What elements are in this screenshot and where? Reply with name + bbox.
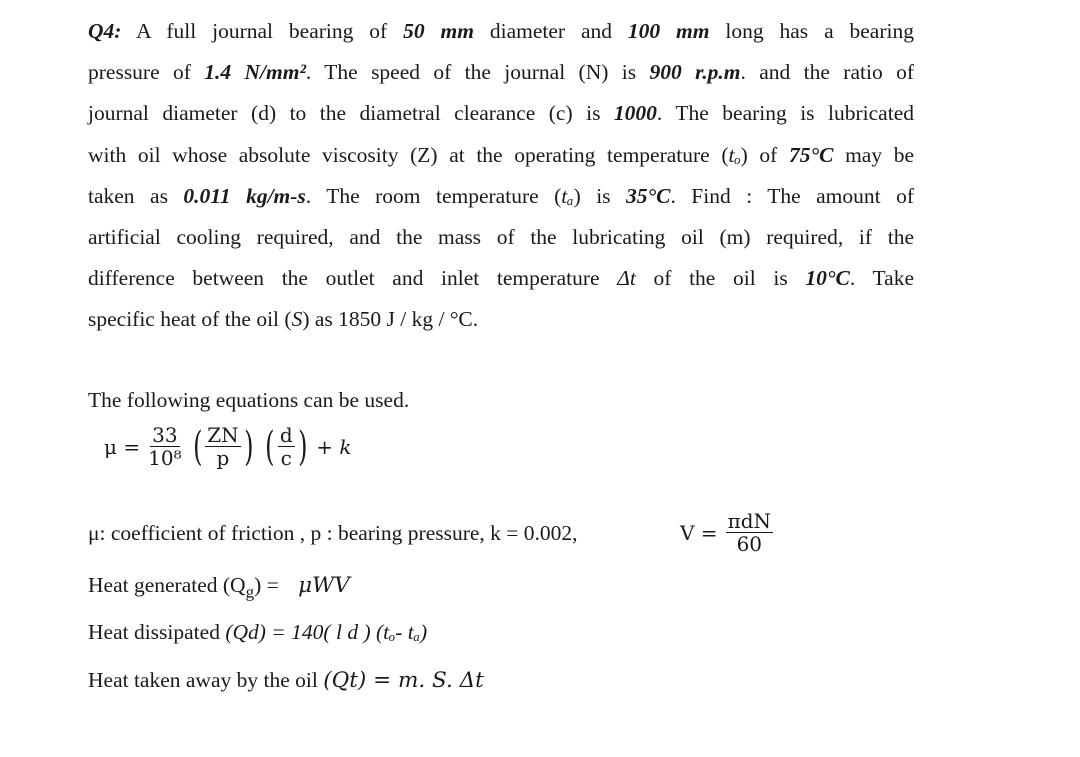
- friction-equation: μ = $\frac{33}{\text{10⁸}}$ ( $\frac{ZN}{p}$ ) ( $\frac{d}{c}$ ) + k: [104, 423, 352, 470]
- question-segment: 0.011 kg/m-s: [183, 183, 306, 208]
- zn-numerator: ZN: [207, 423, 239, 447]
- heat-generated: [88, 573, 350, 602]
- question-segment: artificial cooling required, and the mass of the lubricating oil (m) required, if the: [88, 225, 914, 250]
- equations-intro: The following equations can be used.: [88, 388, 410, 412]
- dc-denominator: c: [280, 446, 292, 470]
- question-segment: . Take: [849, 266, 915, 291]
- question-segment: diameter and: [473, 19, 628, 43]
- question-segment: 50 mm: [403, 19, 474, 43]
- question-segment: 1000: [613, 101, 657, 126]
- question-segment: 100 mm: [627, 19, 710, 43]
- question-segment: tₒ: [728, 142, 741, 167]
- question-segment: taken as: [88, 183, 184, 208]
- question-segment: 35°C: [626, 183, 671, 208]
- velocity-equation: [680, 510, 773, 555]
- question-line: [88, 52, 914, 93]
- question-line: [88, 258, 914, 299]
- heat-generated-label: Heat generated (Q: [88, 573, 246, 597]
- friction-lhs: μ =: [104, 434, 141, 459]
- question-segment: . and the ratio of: [740, 60, 914, 85]
- zn-denominator: p: [216, 446, 230, 470]
- question-segment: 1.4 N/mm²: [204, 60, 306, 85]
- question-segment: S: [291, 307, 303, 332]
- question-line: [88, 176, 914, 217]
- velocity-lhs: V =: [680, 520, 718, 545]
- heat-generated-sub: g: [245, 582, 255, 602]
- question-segment: . The speed of the journal (N) is: [305, 60, 650, 85]
- dc-fraction: [278, 424, 295, 469]
- coef-denominator: 10⁸: [148, 446, 182, 470]
- question-segment: 900 r.p.m: [649, 60, 741, 85]
- zn-fraction: [205, 424, 240, 469]
- question-segment: pressure of: [88, 60, 205, 85]
- heat-dissipated-label: Heat dissipated: [88, 620, 226, 644]
- velocity-fraction: [726, 510, 773, 555]
- heat-oil: [88, 668, 484, 693]
- question-segment: ) as 1850 J / kg / °C.: [302, 307, 479, 332]
- question-segment: difference between the outlet and inlet temperature: [88, 266, 618, 291]
- question-segment: journal diameter (d) to the diametral clearance (c) is: [88, 101, 614, 126]
- coef-numerator: 33: [152, 423, 178, 447]
- question-line: [88, 217, 914, 258]
- question-segment: Q4:: [88, 19, 122, 43]
- question-line: [88, 299, 914, 340]
- question-line: [88, 11, 914, 52]
- question-segment: of the oil is: [635, 266, 806, 291]
- question-segment: . Find : The amount of: [670, 183, 915, 208]
- question-segment: ) of: [740, 142, 789, 167]
- question-paragraph: [88, 11, 914, 341]
- heat-oil-label: Heat taken away by the oil: [88, 668, 324, 692]
- question-segment: with oil whose absolute viscosity (Z) at the operating temperature (: [88, 142, 729, 167]
- question-segment: ) is: [573, 183, 626, 208]
- question-segment: specific heat of the oil (: [88, 307, 292, 332]
- question-segment: tₐ: [561, 183, 574, 208]
- coef-fraction: [146, 424, 183, 469]
- velocity-numerator: πdN: [727, 509, 772, 533]
- question-line: [88, 93, 914, 134]
- heat-generated-expr: μWV: [298, 573, 350, 598]
- question-segment: A full journal bearing of: [121, 19, 404, 43]
- question-line: [88, 135, 914, 176]
- heat-generated-label-end: ) =: [254, 573, 285, 597]
- dc-numerator: d: [279, 423, 293, 447]
- heat-oil-expr: (Qt) = m. S. Δt: [323, 668, 484, 693]
- question-segment: 10°C: [805, 266, 850, 291]
- question-segment: long has a bearing: [709, 19, 914, 43]
- question-segment: . The bearing is lubricated: [656, 101, 914, 126]
- heat-dissipated: [88, 620, 427, 645]
- friction-tail: + k: [316, 434, 352, 459]
- question-segment: Δt: [617, 266, 636, 291]
- definitions: μ: coefficient of friction , p : bearing pressure, k = 0.002,: [88, 521, 578, 545]
- heat-dissipated-expr: (Qd) = 140( l d ) (tₒ- tₐ): [225, 620, 428, 644]
- velocity-denominator: 60: [736, 532, 763, 556]
- question-segment: . The room temperature (: [305, 183, 562, 208]
- question-segment: may be: [833, 142, 915, 167]
- question-segment: 75°C: [788, 142, 834, 167]
